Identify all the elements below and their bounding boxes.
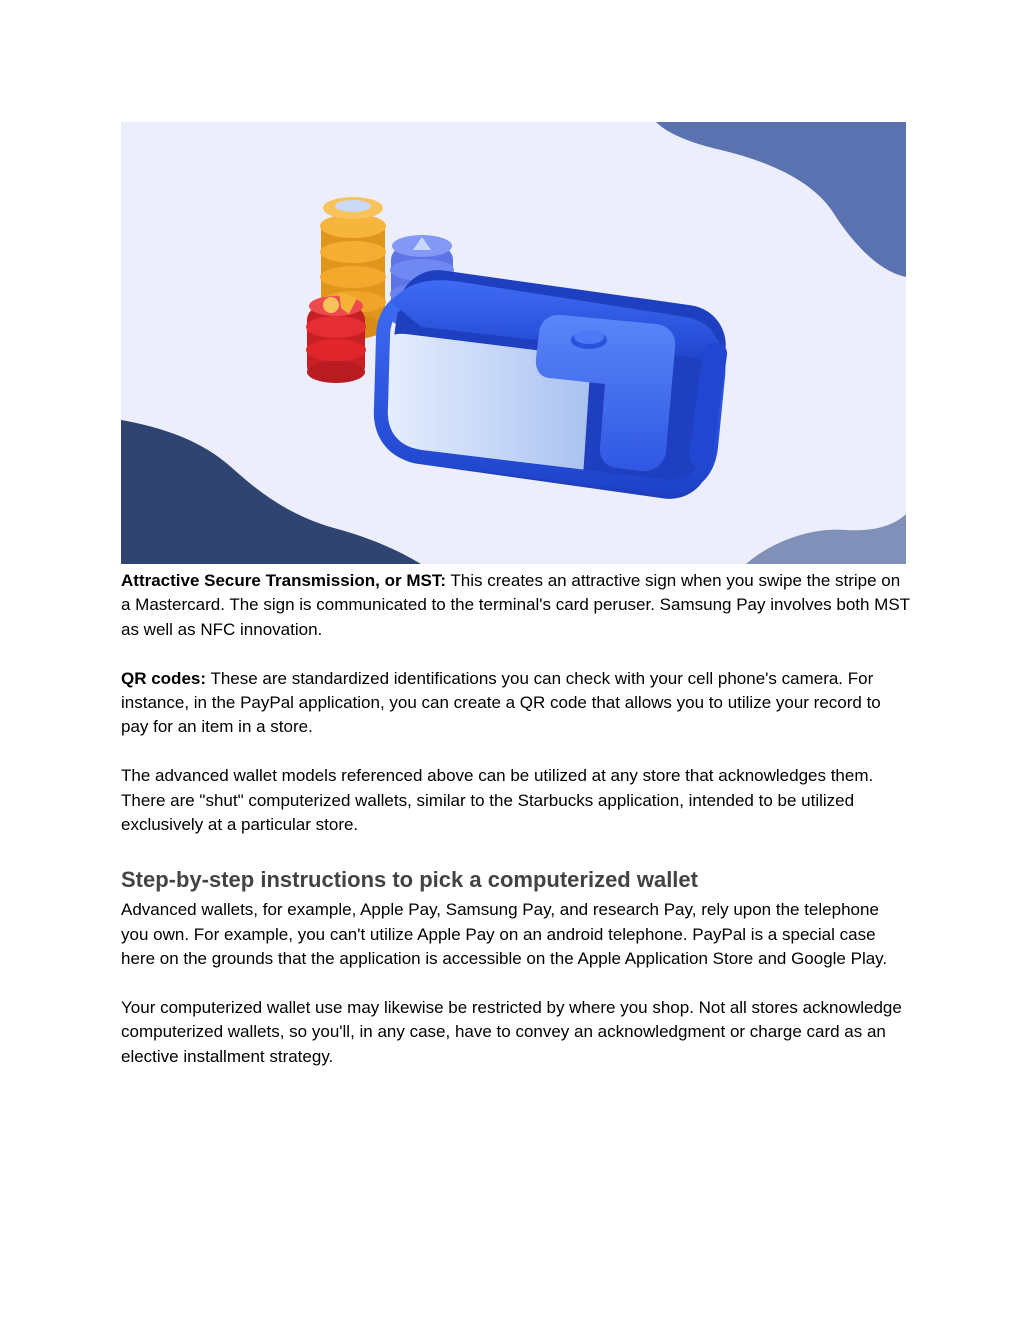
hero-illustration	[121, 122, 906, 564]
paragraph-qr-codes	[121, 667, 911, 740]
paragraph-phone: Advanced wallets, for example, Apple Pay, Samsung Pay, and research Pay, rely upon the telephone you own. For example, you can't utilize Apple Pay on an android telephone. PayPal is a special case here on the grounds that the application is accessible on the Apple Application Store and Google Play.	[121, 900, 888, 969]
article-body	[121, 569, 911, 1069]
paragraph-wallet-models: The advanced wallet models referenced above can be utilized at any store that acknowledges them. There are "shut" computerized wallets, similar to the Starbucks application, intended to be utilized exclusively at a particular store.	[121, 766, 874, 835]
paragraph-mst	[121, 569, 911, 642]
mst-text: This creates an attractive sign when you swipe the stripe on a Mastercard. The sign is communicated to the terminal's card peruser. Samsung Pay involves both MST as well as NFC innovation.	[121, 571, 910, 639]
section-heading: Step-by-step instructions to pick a computerized wallet	[121, 867, 698, 893]
paragraph-shop: Your computerized wallet use may likewise be restricted by where you shop. Not all stores acknowledge computerized wallets, so you'll, in any case, have to convey an acknowledgment or charge card as an elective installment strategy.	[121, 998, 902, 1066]
red-coin-stack	[306, 292, 366, 383]
qr-text: These are standardized identifications you can check with your cell phone's camera. For instance, in the PayPal application, you can create a QR code that allows you to utilize your record to pay for an item in a store.	[121, 668, 881, 737]
wallet-coins-icon	[121, 122, 906, 564]
qr-label: QR codes:	[121, 668, 207, 688]
mst-label: Attractive Secure Transmission, or MST:	[121, 571, 446, 590]
